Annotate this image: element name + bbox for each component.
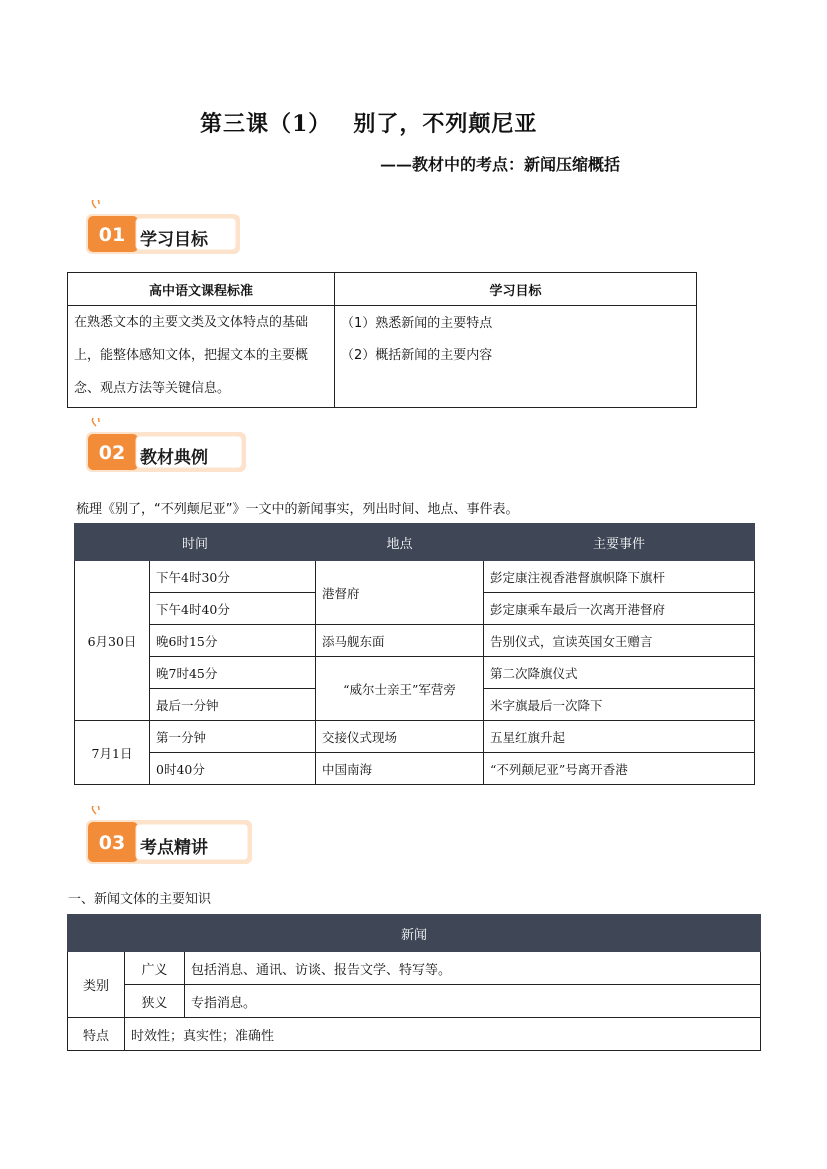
place-cell: 交接仪式现场 <box>316 721 484 753</box>
knowledge-section-title: 一、新闻文体的主要知识 <box>68 892 212 907</box>
place-cell: 中国南海 <box>316 753 484 785</box>
section-badge-01 <box>82 200 252 260</box>
section-badge-03 <box>82 806 252 866</box>
time-cell: 晚6时15分 <box>150 625 316 657</box>
event-cell: “不列颠尼亚”号离开香港 <box>484 753 755 785</box>
feature-label: 特点 <box>68 1018 125 1051</box>
date-cell: 7月1日 <box>75 721 150 785</box>
badge-label: 考点精讲 <box>140 838 208 858</box>
event-cell: 五星红旗升起 <box>484 721 755 753</box>
time-cell: 第一分钟 <box>150 721 316 753</box>
narrow-text: 专指消息。 <box>185 985 761 1018</box>
objective-item: （1）熟悉新闻的主要特点 <box>341 316 493 331</box>
time-cell: 最后一分钟 <box>150 689 316 721</box>
badge-label: 学习目标 <box>140 230 208 250</box>
place-cell: 港督府 <box>316 561 484 625</box>
badge-number: 01 <box>98 224 126 246</box>
time-cell: 晚7时45分 <box>150 657 316 689</box>
event-cell: 告别仪式，宣读英国女王赠言 <box>484 625 755 657</box>
broad-text: 包括消息、通讯、访谈、报告文学、特写等。 <box>185 952 761 985</box>
table-row <box>75 721 755 753</box>
time-cell: 下午4时40分 <box>150 593 316 625</box>
table-row <box>75 625 755 657</box>
category-label: 类别 <box>68 952 125 1018</box>
time-cell: 下午4时30分 <box>150 561 316 593</box>
date-cell: 6月30日 <box>75 561 150 721</box>
event-cell: 彭定康注视香港督旗帜降下旗杆 <box>484 561 755 593</box>
place-cell: “威尔士亲王”军营旁 <box>316 657 484 721</box>
event-cell: 米字旗最后一次降下 <box>484 689 755 721</box>
table-row <box>75 753 755 785</box>
event-cell: 第二次降旗仪式 <box>484 657 755 689</box>
narrow-label: 狭义 <box>125 985 185 1018</box>
title-text: 别了，不列颠尼亚 <box>353 111 538 137</box>
events-header-event: 主要事件 <box>484 524 755 561</box>
table-row <box>75 561 755 593</box>
broad-label: 广义 <box>125 952 185 985</box>
feature-text: 时效性；真实性；准确性 <box>125 1018 761 1051</box>
example-intro: 梳理《别了，“不列颠尼亚”》一文中的新闻事实，列出时间、地点、事件表。 <box>76 502 519 517</box>
badge-number: 02 <box>98 442 126 464</box>
events-header-place: 地点 <box>316 524 484 561</box>
badge-label: 教材典例 <box>140 448 208 468</box>
events-table <box>74 523 755 785</box>
title-lesson: 第三课（1） <box>200 111 332 137</box>
page-subtitle: ——教材中的考点：新闻压缩概括 <box>380 155 621 174</box>
goals-header-standard: 高中语文课程标准 <box>68 273 335 306</box>
place-cell: 添马舰东面 <box>316 625 484 657</box>
section-badge-02 <box>82 418 252 478</box>
goals-standard-text: 在熟悉文本的主要文类及文体特点的基础上，能整体感知文体，把握文本的主要概念、观点方法等关键信息。 <box>68 306 335 408</box>
goals-objectives <box>335 306 697 408</box>
goals-table <box>67 272 697 408</box>
event-cell: 彭定康乘车最后一次离开港督府 <box>484 593 755 625</box>
news-knowledge-table <box>67 914 761 1051</box>
page-title <box>200 107 720 138</box>
table-row <box>68 985 761 1018</box>
knowledge-header: 新闻 <box>68 915 761 952</box>
events-header-time: 时间 <box>75 524 316 561</box>
table-row <box>75 657 755 689</box>
table-row <box>68 1018 761 1051</box>
table-row <box>68 952 761 985</box>
badge-number: 03 <box>98 832 126 854</box>
time-cell: 0时40分 <box>150 753 316 785</box>
objective-item: （2）概括新闻的主要内容 <box>341 348 493 363</box>
goals-header-objective: 学习目标 <box>335 273 697 306</box>
